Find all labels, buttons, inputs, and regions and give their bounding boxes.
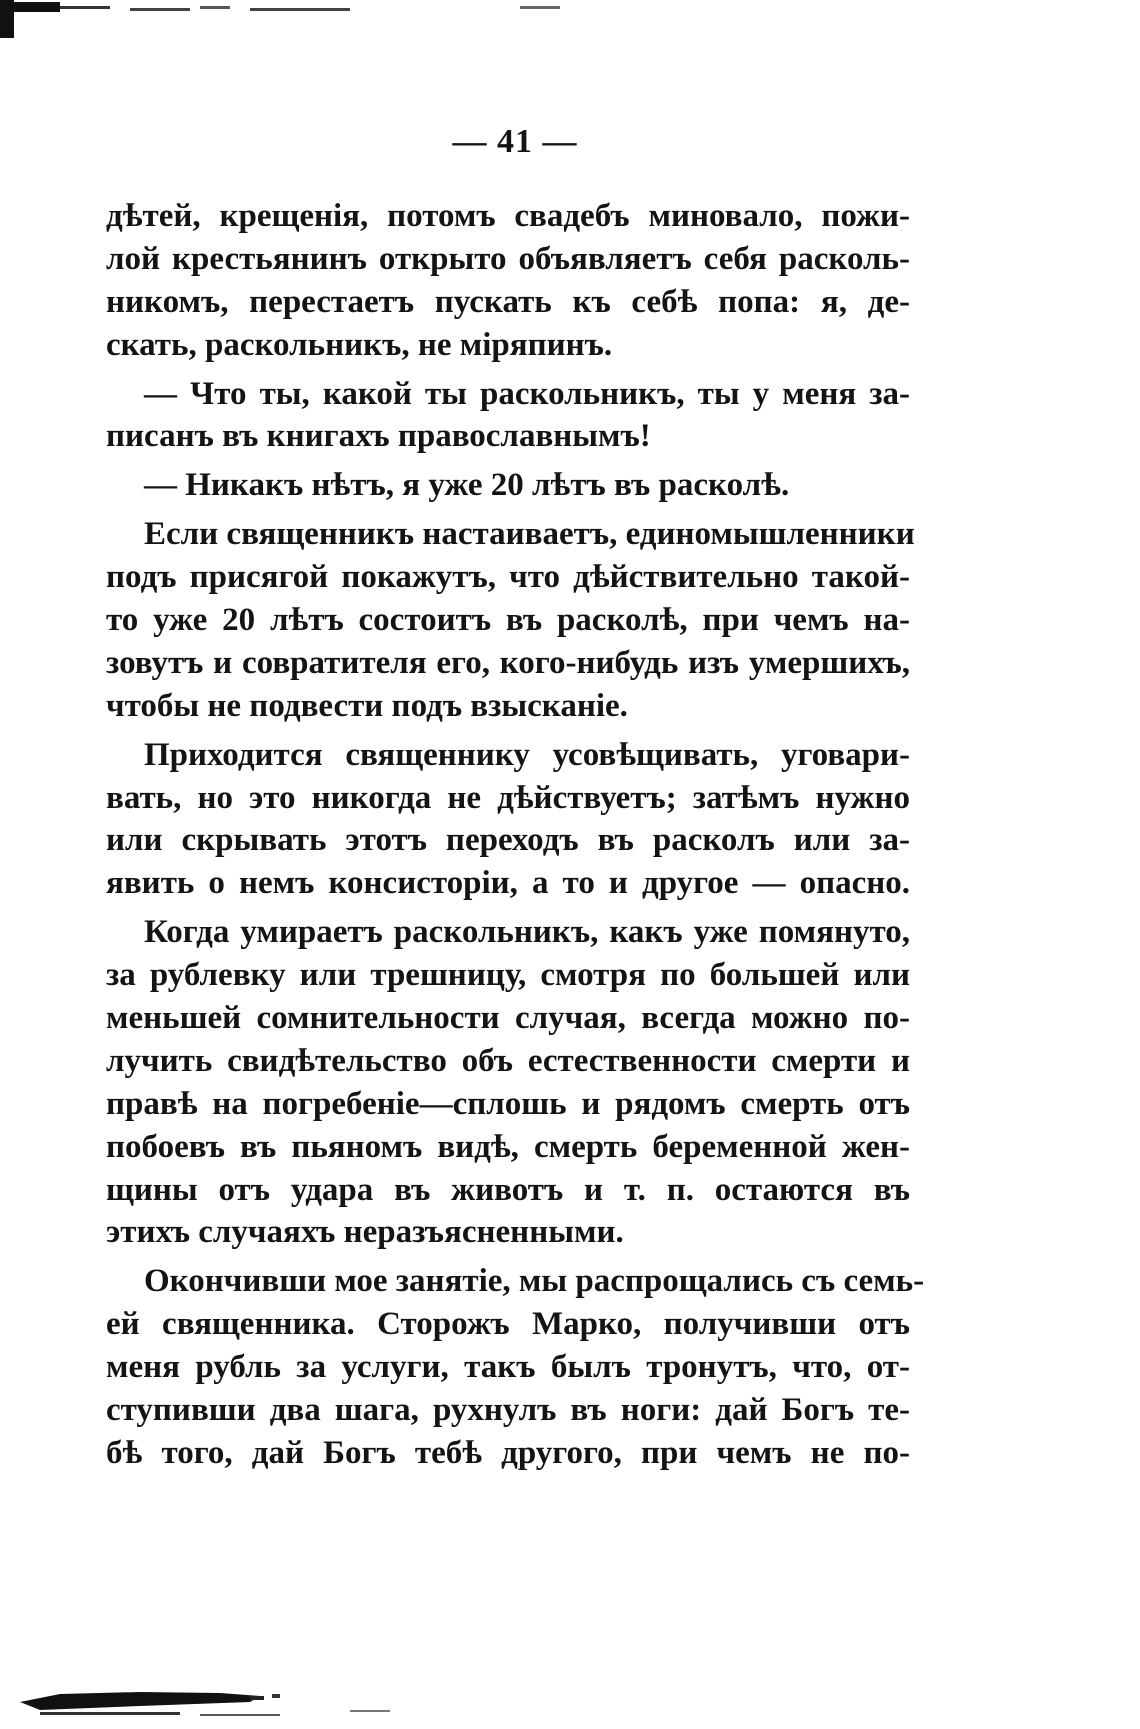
text-line: побоевъ въ пьяномъ видѣ, смерть беременной жен-	[106, 1128, 910, 1165]
text-line: — Что ты, какой ты раскольникъ, ты у меня за-	[144, 375, 910, 412]
text-line: вать, но это никогда не дѣйствуетъ; затѣмъ нужно	[106, 779, 910, 816]
text-line: меня рубль за услуги, такъ былъ тронутъ, что, от-	[106, 1349, 910, 1386]
text-line: явить о немъ консисторіи, а то и другое — опасно.	[106, 865, 910, 902]
text-line: за рублевку или трешницу, смотря по большей или	[106, 957, 910, 994]
scan-edge-mark-top	[0, 0, 600, 40]
scan-edge-mark-bottom	[20, 1680, 440, 1725]
text-line: подъ присягой покажутъ, что дѣйствительно такой-	[106, 559, 910, 596]
page-body-text	[106, 195, 925, 1475]
text-line: этихъ случаяхъ неразъясненными.	[106, 1214, 624, 1251]
text-line: Приходится священнику усовѣщивать, уговари-	[144, 736, 910, 773]
page-number: — 41 —	[452, 123, 578, 160]
text-line: зовутъ и совратителя его, кого-нибудь изъ умершихъ,	[106, 644, 910, 681]
text-line: лучить свидѣтельство объ естественности смерти и	[106, 1042, 910, 1079]
text-line: лой крестьянинъ открыто объявляетъ себя расколь-	[106, 240, 910, 277]
text-line: то уже 20 лѣтъ состоитъ въ расколѣ, при чемъ на-	[106, 602, 910, 639]
text-line: Окончивши мое занятіе, мы распрощались съ семь-	[144, 1263, 925, 1300]
text-line: писанъ въ книгахъ православнымъ!	[106, 418, 651, 455]
text-line: ступивши два шага, рухнулъ въ ноги: дай Богъ те-	[106, 1392, 910, 1429]
text-line: щины отъ удара въ животъ и т. п. остаются въ	[106, 1171, 910, 1208]
text-line: никомъ, перестаетъ пускать къ себѣ попа: я, де-	[106, 283, 910, 320]
text-line: правѣ на погребеніе—сплошь и рядомъ смерть отъ	[106, 1085, 910, 1122]
text-line: — Никакъ нѣтъ, я уже 20 лѣтъ въ расколѣ.	[144, 467, 790, 504]
text-line: скать, раскольникъ, не міряпинъ.	[106, 326, 613, 363]
text-line: бѣ того, дай Богъ тебѣ другого, при чемъ не по-	[106, 1434, 910, 1471]
text-line: дѣтей, крещенія, потомъ свадебъ миновало, пожи-	[106, 198, 910, 234]
text-line: Когда умираетъ раскольникъ, какъ уже помянуто,	[144, 914, 910, 951]
text-line: меньшей сомнительности случая, всегда можно по-	[106, 1000, 910, 1037]
text-line: Если священникъ настаиваетъ, единомышленники	[144, 516, 915, 553]
text-line: ей священника. Сторожъ Марко, получивши отъ	[106, 1306, 910, 1343]
text-line: чтобы не подвести подъ взысканіе.	[106, 687, 628, 724]
text-line: или скрывать этотъ переходъ въ расколъ или за-	[106, 822, 910, 859]
